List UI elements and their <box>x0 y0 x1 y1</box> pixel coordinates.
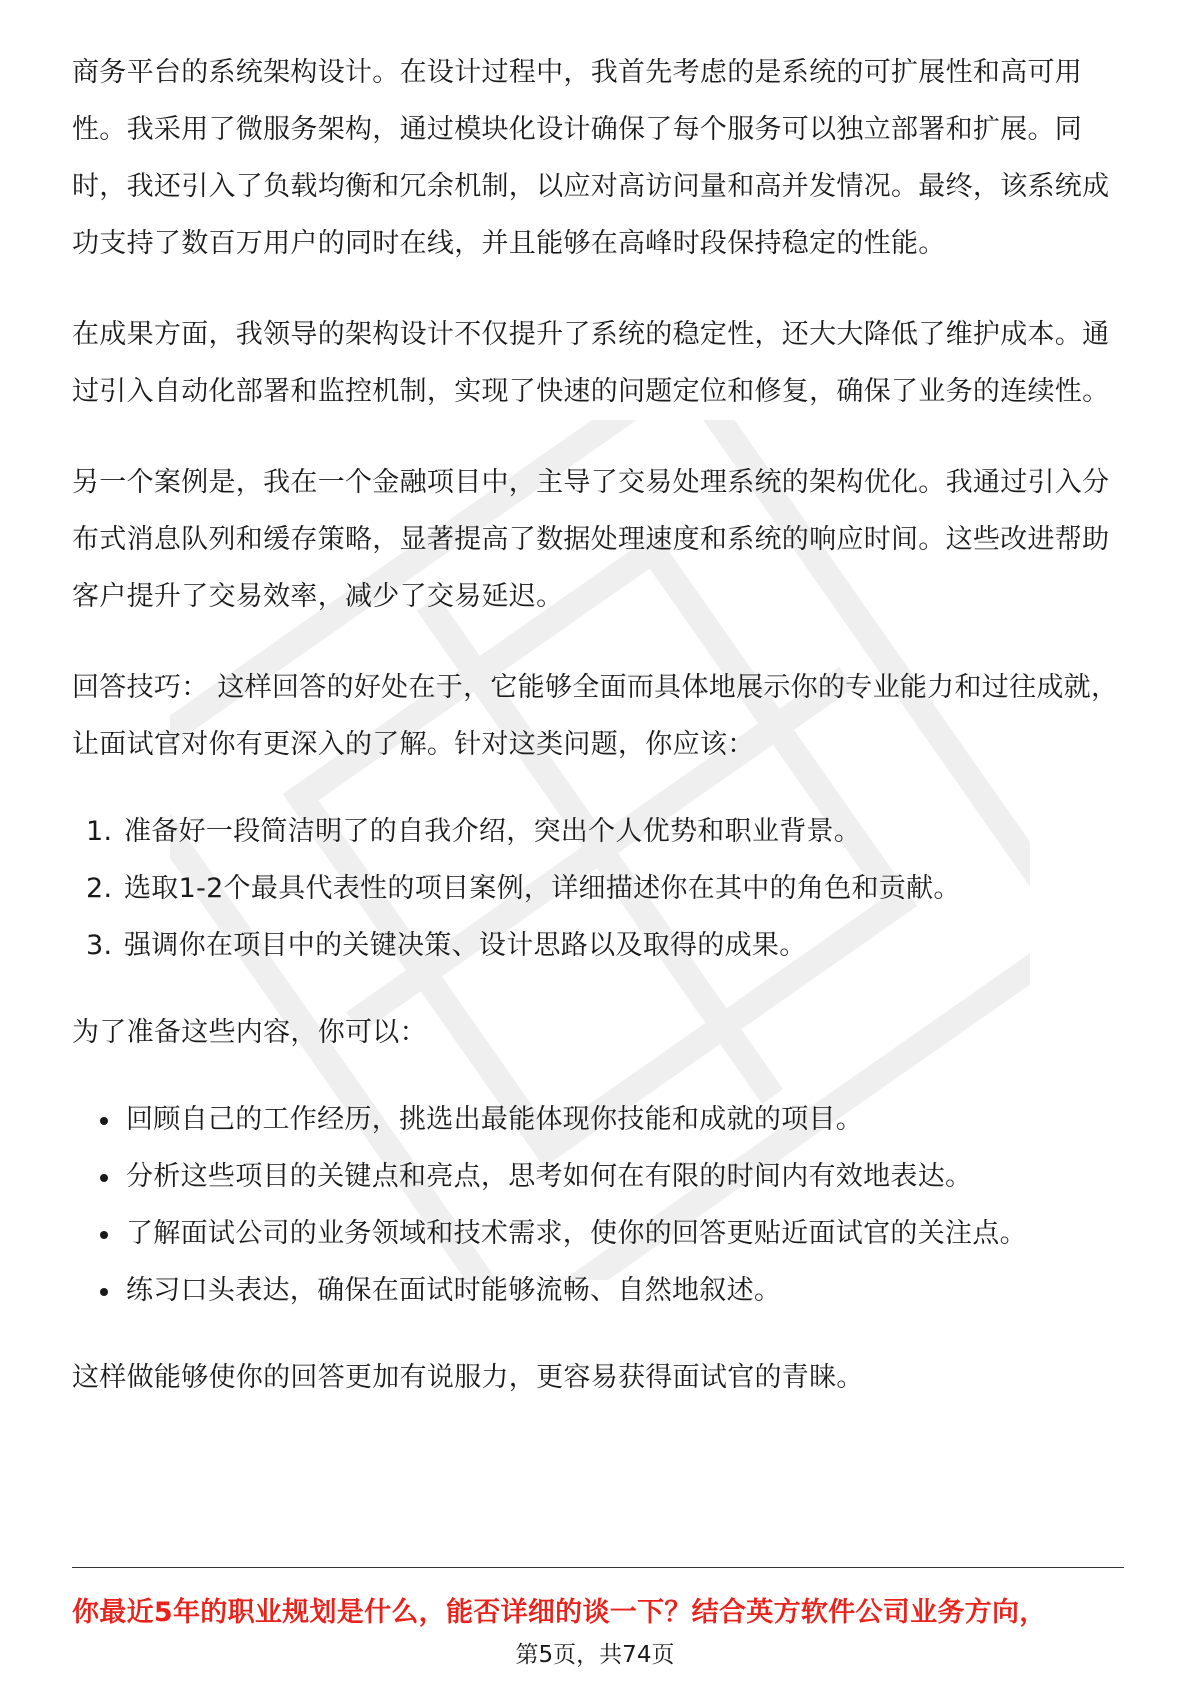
page-content <box>72 44 1122 1406</box>
list-item-text: 练习口头表达，确保在面试时能够流畅、自然地叙述。 <box>126 1275 782 1306</box>
list-item-text: 选取1-2个最具代表性的项目案例，详细描述你在其中的角色和贡献。 <box>124 873 961 904</box>
bullet-dot-icon <box>100 1231 108 1239</box>
bullet-dot-icon <box>100 1117 108 1125</box>
page-number: 第5页，共74页 <box>515 1642 675 1668</box>
list-item <box>72 1148 1122 1205</box>
bullet-dot-icon <box>100 1174 108 1182</box>
list-item-text: 回顾自己的工作经历，挑选出最能体现你技能和成就的项目。 <box>126 1104 864 1135</box>
numbered-list <box>72 803 1122 974</box>
section-divider <box>72 1567 1124 1568</box>
bullet-dot-icon <box>100 1288 108 1296</box>
list-item-text: 了解面试公司的业务领域和技术需求，使你的回答更贴近面试官的关注点。 <box>126 1218 1027 1249</box>
list-item-text: 准备好一段简洁明了的自我介绍，突出个人优势和职业背景。 <box>124 816 862 847</box>
list-item-text: 强调你在项目中的关键决策、设计思路以及取得的成果。 <box>124 930 807 961</box>
list-item <box>72 803 1122 860</box>
list-item <box>72 1262 1122 1319</box>
list-item <box>72 1205 1122 1262</box>
paragraph-architecture: 商务平台的系统架构设计。在设计过程中，我首先考虑的是系统的可扩展性和高可用性。我采用了微服务架构，通过模块化设计确保了每个服务可以独立部署和扩展。同时，我还引入了负载均衡和冗余机制，以应对高访问量和高并发情况。最终，该系统成功支持了数百万用户的同时在线，并且能够在高峰时段保持稳定的性能。 <box>72 57 1110 259</box>
paragraph-preparation: 为了准备这些内容，你可以： <box>72 1017 427 1048</box>
list-item-number: 1. <box>86 816 113 847</box>
list-item-number: 2. <box>86 873 113 904</box>
bullet-list <box>72 1091 1122 1319</box>
list-item-text: 分析这些项目的关键点和亮点，思考如何在有限的时间内有效地表达。 <box>126 1161 973 1192</box>
paragraph-conclusion: 这样做能够使你的回答更加有说服力，更容易获得面试官的青睐。 <box>72 1362 864 1393</box>
next-question-heading: 你最近5年的职业规划是什么，能否详细的谈一下？结合英方软件公司业务方向， <box>72 1597 1047 1628</box>
list-item <box>72 1091 1122 1148</box>
paragraph-answer-tips: 回答技巧： 这样回答的好处在于，它能够全面而具体地展示你的专业能力和过往成就，让面试官对你有更深入的了解。针对这类问题，你应该： <box>72 672 1119 760</box>
list-item <box>72 860 1122 917</box>
paragraph-finance-case: 另一个案例是，我在一个金融项目中，主导了交易处理系统的架构优化。我通过引入分布式消息队列和缓存策略，显著提高了数据处理速度和系统的响应时间。这些改进帮助客户提升了交易效率，减少了交易延迟。 <box>72 467 1110 612</box>
list-item <box>72 917 1122 974</box>
paragraph-results: 在成果方面，我领导的架构设计不仅提升了系统的稳定性，还大大降低了维护成本。通过引入自动化部署和监控机制，实现了快速的问题定位和修复，确保了业务的连续性。 <box>72 319 1110 407</box>
list-item-number: 3. <box>86 930 113 961</box>
